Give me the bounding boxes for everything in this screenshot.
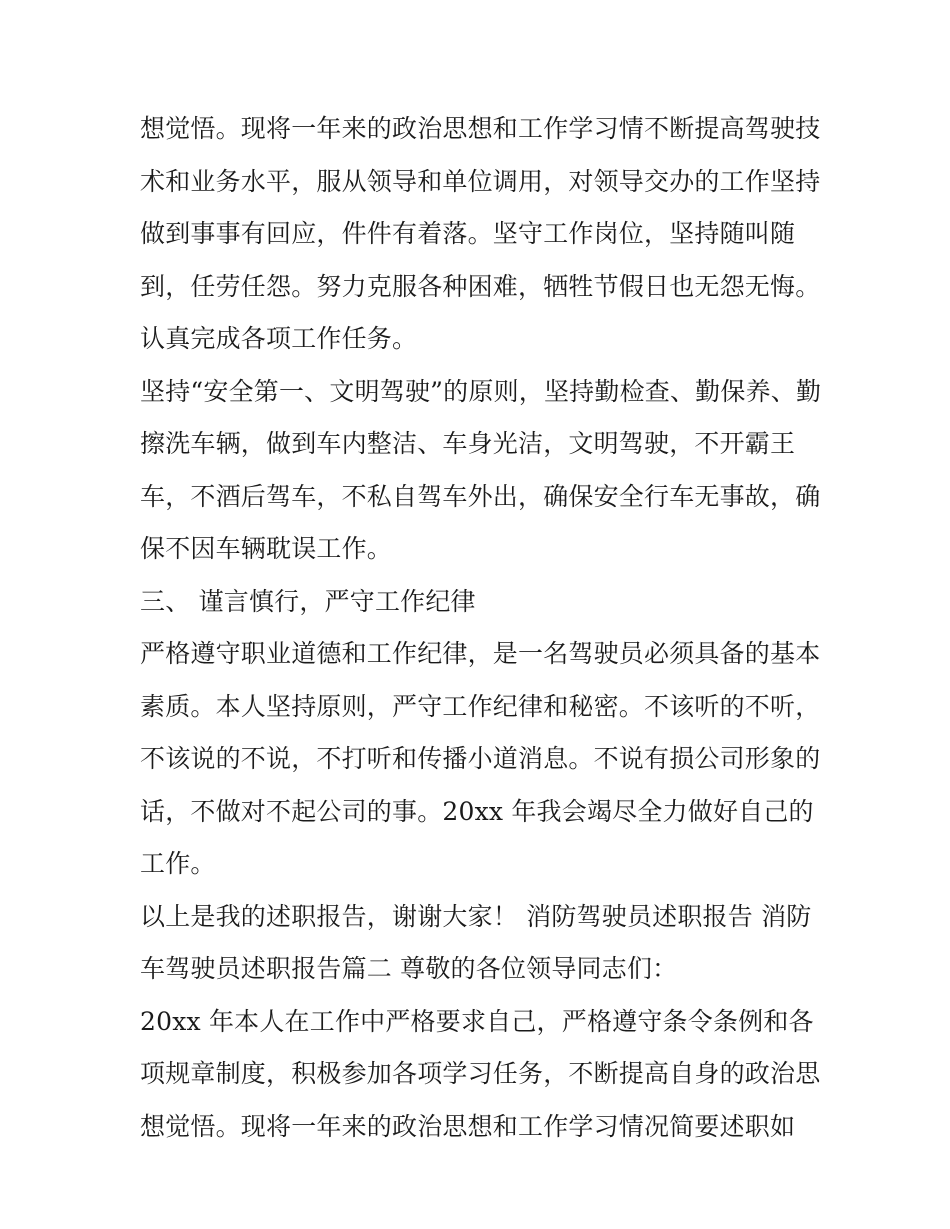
text-line: 擦洗车辆，做到车内整洁、车身光洁，文明驾驶，不开霸王	[140, 429, 796, 458]
text-line: 做到事事有回应，件件有着落。坚守工作岗位，坚持随叫随	[140, 219, 796, 248]
document-page	[140, 103, 820, 1153]
text-line: 不该说的不说，不打听和传播小道消息。不说有损公司形象的	[140, 744, 821, 773]
section-heading: 三、 谨言慎行，严守工作纪律	[140, 586, 476, 616]
text-line: 认真完成各项工作任务。	[140, 324, 418, 353]
text-line: 项规章制度，积极参加各项学习任务，不断提高自身的政治思	[140, 1059, 821, 1088]
text-line: 车，不酒后驾车，不私自驾车外出，确保安全行车无事故，确	[140, 481, 821, 511]
text-line: 话，不做对不起公司的事。20xx 年我会竭尽全力做好自己的	[140, 796, 814, 826]
text-line: 严格遵守职业道德和工作纪律，是一名驾驶员必须具备的基本	[140, 639, 821, 668]
text-line: 20xx 年本人在工作中严格要求自己，严格遵守条令条例和各	[140, 1006, 814, 1036]
text-line: 以上是我的述职报告，谢谢大家！ 消防驾驶员述职报告 消防	[140, 901, 812, 931]
text-line: 车驾驶员述职报告篇二 尊敬的各位领导同志们：	[140, 954, 678, 983]
text-line: 素质。本人坚持原则，严守工作纪律和秘密。不该听的不听，	[140, 691, 821, 721]
text-line: 到，任劳任怨。努力克服各种困难，牺牲节假日也无怨无悔。	[140, 271, 821, 301]
text-line: 坚持“安全第一、文明驾驶”的原则，坚持勤检查、勤保养、勤	[140, 376, 822, 406]
text-line: 术和业务水平，服从领导和单位调用，对领导交办的工作坚持	[140, 166, 821, 196]
text-line: 工作。	[140, 849, 216, 878]
text-line: 想觉悟。现将一年来的政治思想和工作学习情不断提高驾驶技	[140, 114, 821, 143]
text-line: 想觉悟。现将一年来的政治思想和工作学习情况简要述职如	[140, 1111, 796, 1141]
text-line: 保不因车辆耽误工作。	[140, 534, 393, 563]
